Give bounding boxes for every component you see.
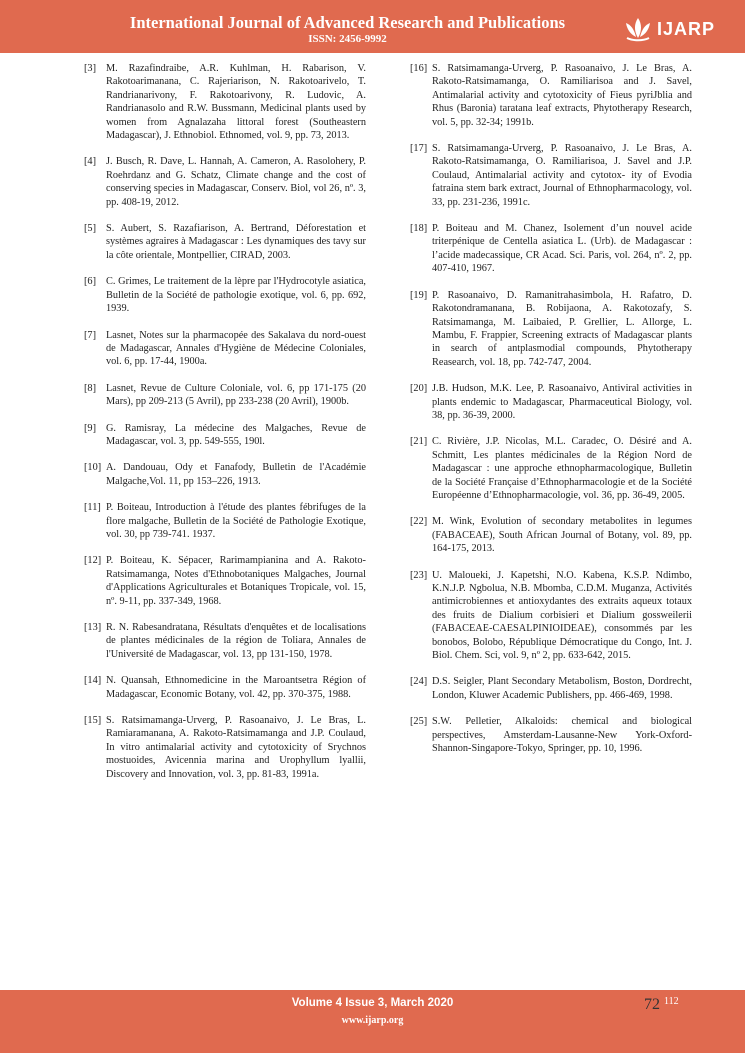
reference-number: [19] xyxy=(410,289,428,301)
reference-item xyxy=(410,382,692,422)
reference-item xyxy=(84,329,366,369)
reference-number: [15] xyxy=(84,715,102,727)
website-link[interactable]: www.ijarp.org xyxy=(341,1015,404,1026)
reference-item xyxy=(84,382,366,409)
reference-text: J.B. Hudson, M.K. Lee, P. Rasoanaivo, Antiviral activities in plants endemic to Madagascar, Pharmaceutical Biology, vol. 38, pp. 36-39, 2000. xyxy=(432,383,692,421)
reference-number: [14] xyxy=(84,675,102,687)
reference-number: [9] xyxy=(84,422,97,434)
reference-text: S. Ratsimamanga-Urverg, P. Rasoanaivo, J. Le Bras, A. Rakoto-Ratsimamanga, O. Ramiliarisoa and J. Savel, Antimalarial activity and cytotoxicity of Fieus pyriJblia and Rhus (Baronia) taratana leaf extracts, Phytotherapy Research, vol. 5, pp. 32-34; 1991b. xyxy=(432,63,692,128)
reference-item xyxy=(410,569,692,663)
reference-item xyxy=(84,62,366,142)
reference-text: N. Quansah, Ethnomedicine in the Maroantsetra Région of Madagascar, Economic Botany, vol. 42, pp. 370-375, 1988. xyxy=(106,675,366,700)
reference-number: [5] xyxy=(84,223,97,235)
reference-item xyxy=(410,675,692,702)
reference-item xyxy=(84,674,366,701)
reference-text: C. Rivière, J.P. Nicolas, M.L. Caradec, O. Désiré and A. Schmitt, Les plantes médicinales de la Région Nord de Madagascar : une approche ethnopharmacologique, Bulletin de la Société Française d’Ethnopharmacologie et de la Société Européenne d’Ethnopharmacologie, vol. 36, pp. 36-49, 2005. xyxy=(432,436,692,501)
reference-text: Lasnet, Notes sur la pharmacopée des Sakalava du nord-ouest de Madagascar, Annales d'Hygiène de Médecine Coloniales, vol. 6, pp. 17-44, 1900a. xyxy=(106,329,366,368)
reference-text: D.S. Seigler, Plant Secondary Metabolism, Boston, Dordrecht, London, Kluwer Academic Publishers, pp. 466-469, 1998. xyxy=(432,676,692,701)
reference-item xyxy=(84,155,366,209)
reference-number: [6] xyxy=(84,276,97,288)
reference-item xyxy=(410,715,692,755)
reference-item xyxy=(410,289,692,369)
reference-number: [3] xyxy=(84,63,97,74)
volume-issue: Volume 4 Issue 3, March 2020 xyxy=(291,997,454,1009)
reference-text: P. Boiteau, K. Sépacer, Rarimampianina and A. Rakoto-Ratsimamanga, Notes d'Ethnobotaniques Malgaches, Journal d'Applications Agriculturales et Botaniques Tropicale, vol. 15, nº. 9-11, pp. 337-349, 1968. xyxy=(106,555,366,607)
reference-text: S. Ratsimamanga-Urverg, P. Rasoanaivo, J. Le Bras, A. Rakoto-Ratsimamanga, O. Ramiliarisoa, J. Savel and J.P. Coulaud, Antimalarial activity and cytotox- ity of Evodia fatraina stem bark extract, Journal of Ethnopharmacology, vol. 33, pp. 231-236, 1991c. xyxy=(432,143,692,208)
reference-item xyxy=(84,714,366,781)
journal-logo xyxy=(623,16,715,42)
reference-item xyxy=(84,422,366,449)
reference-number: [18] xyxy=(410,223,428,235)
reference-number: [13] xyxy=(84,622,102,633)
reference-item xyxy=(84,275,366,315)
reference-item xyxy=(84,621,366,661)
reference-item xyxy=(410,142,692,209)
reference-number: [23] xyxy=(410,569,428,581)
reference-text: G. Ramisray, La médecine des Malgaches, Revue de Madagascar, vol. 3, pp. 549-555, 190l. xyxy=(106,422,366,447)
reference-text: C. Grimes, Le traitement de la lèpre par l'Hydrocotyle asiatica, Bulletin de la Société de pathologie exotique, vol. 6, pp. 692, 1939. xyxy=(106,276,366,315)
reference-number: [20] xyxy=(410,383,428,395)
reference-number: [4] xyxy=(84,156,97,168)
journal-header xyxy=(0,0,745,53)
reference-number: [7] xyxy=(84,329,97,341)
reference-text: R. N. Rabesandratana, Résultats d'enquêtes et de localisations de plantes médicinales de la région de Toliara, Annales de l'Université de Madagascar, vol. 13, pp 131-150, 1978. xyxy=(106,622,366,660)
reference-number: [17] xyxy=(410,143,428,155)
reference-number: [24] xyxy=(410,676,428,688)
reference-text: Lasnet, Revue de Culture Coloniale, vol. 6, pp 171-175 (20 Mars), pp 209-213 (5 Avril), pp 233-238 (20 Avril), 1900b. xyxy=(106,382,366,408)
logo-text: IJARP xyxy=(656,18,715,39)
reference-item xyxy=(84,461,366,488)
references-left-column xyxy=(84,62,366,794)
references-right-column xyxy=(410,62,692,768)
reference-number: [11] xyxy=(84,502,101,514)
reference-number: [12] xyxy=(84,555,102,567)
reference-text: S. Aubert, S. Razafiarison, A. Bertrand, Déforestation et systèmes agraires à Madagascar : Les dynamiques des tavy sur la côte orientale, Montpellier, CIRAD, 2003. xyxy=(106,223,366,261)
reference-text: U. Maloueki, J. Kapetshi, N.O. Kabena, K.S.P. Ndimbo, K.N.J.P. Ngbolua, N.B. Mbomba, C.D.M. Muganza, Activités antimicrobiennes et antioxydantes des extraits aqueux totaux des fruits de Dialium corbisieri et Dialium gossweilerii (FABACEAE-CAESALPINIOIDEAE), consommés par les bonobos, Bolobo, République Démocratique du Congo, Int. J. Biol. Chem. Sci, vol. 9, nº 2, pp. 633-642, 2015. xyxy=(432,569,692,662)
reference-text: M. Razafindraibe, A.R. Kuhlman, H. Rabarison, V. Rakotoarimanana, C. Rajeriarison, N. Rakotoarivelo, T. Randrianarivony, F. Rakotoarivony, R. Ludovic, A. Randrianasolo and R.W. Bussmann, Medicinal plants used by women from Agnalazaha littoral forest (Southeastern Madagascar), J. Ethnobiol. Ethnomed, vol. 9, pp. 73, 2013. xyxy=(106,63,366,142)
reference-number: [16] xyxy=(410,63,428,74)
reference-text: P. Rasoanaivo, D. Ramanitrahasimbola, H. Rafatro, D. Rakotondramanana, B. Robijaona, A. Rakotozafy, S. Ratsimamanga, M. Laibaied, P. Grellier, L. Allorge, L. Mambu, F. Frappier, Screening extracts of Madagascar plants in search of antplasmodial compounds, Phytotherapy Reasearch, vol. 18, pp. 742-747, 2004. xyxy=(432,289,692,368)
reference-item xyxy=(410,222,692,276)
reference-text: S.W. Pelletier, Alkaloids: chemical and biological perspectives, Amsterdam-Lausanne-New York-Oxford-Shannon-Singapore-Tokyo, Springer, pp. 10, 1996. xyxy=(432,716,692,755)
reference-text: A. Dandouau, Ody et Fanafody, Bulletin de l'Académie Malgache,Vol. 11, pp 153–226, 1913. xyxy=(106,462,366,487)
reference-item xyxy=(410,515,692,555)
reference-number: [21] xyxy=(410,436,428,448)
reference-text: J. Busch, R. Dave, L. Hannah, A. Cameron, A. Rasolohery, P. Roehrdanz and G. Schatz, Climate change and the cost of conserving species in Madagascar, Conserv. Biol, vol 26, nº. 3, pp. 408-19, 2012. xyxy=(106,156,366,208)
reference-number: [10] xyxy=(84,462,102,474)
reference-text: P. Boiteau, Introduction à l'étude des plantes fébrifuges de la flore malgache, Bulletin de la Société de Pathologie Exotique, vol. 30, pp 739-741. 1937. xyxy=(106,502,366,540)
page-footer xyxy=(0,990,745,1053)
page-number-alt: 112 xyxy=(664,996,679,1007)
reference-item xyxy=(410,62,692,129)
reference-text: S. Ratsimamanga-Urverg, P. Rasoanaivo, J. Le Bras, L. Ramiaramanana, A. Rakoto-Ratsimamanga and J.P. Coulaud, In vitro antimalarial activity and cytotoxicity of Srychnos mostuoides, Avicennia marina and Urophyllum lyallii, Discovery and Innovation, vol. 3, pp. 81-83, 1991a. xyxy=(106,715,366,780)
reference-number: [8] xyxy=(84,382,97,394)
reference-number: [25] xyxy=(410,716,428,728)
reference-item xyxy=(84,554,366,608)
page-number: 72 xyxy=(644,996,660,1013)
lotus-icon xyxy=(623,16,653,42)
reference-item xyxy=(410,435,692,502)
journal-issn: ISSN: 2456-9992 xyxy=(308,33,387,45)
journal-title: International Journal of Advanced Research and Publications xyxy=(129,13,566,32)
reference-item xyxy=(84,222,366,262)
reference-item xyxy=(84,501,366,541)
reference-text: M. Wink, Evolution of secondary metabolites in legumes (FABACEAE), South African Journal of Botany, vol. 89, pp. 164-175, 2013. xyxy=(432,516,692,555)
reference-number: [22] xyxy=(410,516,428,528)
reference-text: P. Boiteau and M. Chanez, Isolement d’un nouvel acide triterpénique de Centella asiatica L. (Urb). de Madagascar : l’acide madecassique, CR Acad. Sci. Paris, vol. 264, nº. 2, pp. 407-410, 1967. xyxy=(432,223,692,275)
